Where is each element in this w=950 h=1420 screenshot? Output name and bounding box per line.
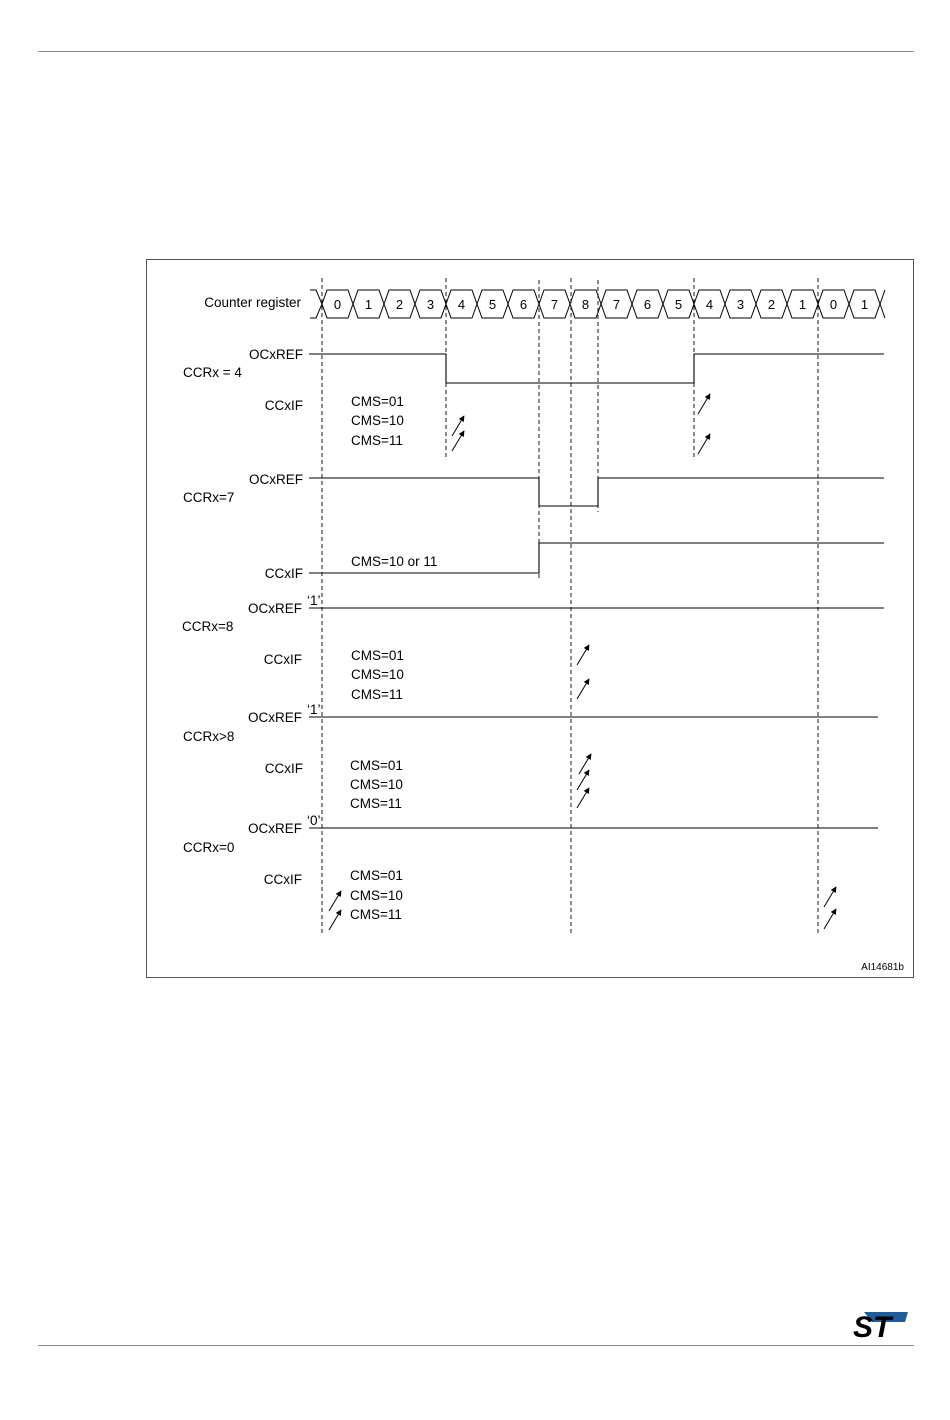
counter-value: 5 bbox=[674, 297, 683, 312]
counter-value: 4 bbox=[705, 297, 714, 312]
interrupt-arrow bbox=[452, 431, 464, 451]
ccxif-label: CCxIF bbox=[263, 872, 302, 887]
interrupt-arrow bbox=[329, 891, 341, 911]
interrupt-arrows bbox=[577, 645, 589, 699]
ocxref-label: OCxREF bbox=[248, 710, 302, 725]
counter-value: 3 bbox=[426, 297, 435, 312]
ccrx-label: CCRx=8 bbox=[182, 619, 234, 634]
interrupt-arrow bbox=[577, 770, 589, 790]
interrupt-arrow bbox=[824, 909, 836, 929]
ccrx-label: CCRx=7 bbox=[183, 490, 235, 505]
ccxif-label: CCxIF bbox=[264, 566, 303, 581]
interrupt-arrow bbox=[698, 394, 710, 414]
interrupt-arrows bbox=[452, 394, 710, 454]
ocxref-label: OCxREF bbox=[249, 472, 303, 487]
interrupt-arrow bbox=[329, 910, 341, 930]
ocxref-label: OCxREF bbox=[248, 821, 302, 836]
counter-value: 0 bbox=[829, 297, 838, 312]
counter-value: 7 bbox=[612, 297, 621, 312]
interrupt-arrow bbox=[579, 754, 591, 774]
ccrx-label: CCRx = 4 bbox=[183, 365, 242, 380]
cms-label: CMS=01 bbox=[350, 868, 403, 883]
figure-frame bbox=[147, 260, 914, 978]
counter-value: 2 bbox=[767, 297, 776, 312]
ccxif-label: CCxIF bbox=[264, 398, 303, 413]
interrupt-arrow bbox=[824, 887, 836, 907]
ocxref-label: OCxREF bbox=[248, 601, 302, 616]
counter-value: 7 bbox=[550, 297, 559, 312]
st-logo-text: ST bbox=[853, 1311, 892, 1344]
counter-value: 1 bbox=[364, 297, 373, 312]
counter-value: 5 bbox=[488, 297, 497, 312]
counter-value: 1 bbox=[860, 297, 869, 312]
counter-value: 6 bbox=[643, 297, 652, 312]
counter-lead-edge bbox=[310, 290, 322, 318]
cms-label: CMS=11 bbox=[350, 796, 402, 811]
ocxref-waveform bbox=[309, 354, 884, 383]
counter-tail-edge bbox=[880, 290, 885, 318]
counter-value: 8 bbox=[581, 297, 590, 312]
cms-label: CMS=10 bbox=[350, 777, 403, 792]
cms-label: CMS=01 bbox=[351, 394, 404, 409]
counter-register-label: Counter register bbox=[204, 295, 301, 310]
level-label: ‘1’ bbox=[307, 702, 321, 717]
counter-value: 1 bbox=[798, 297, 807, 312]
interrupt-arrow bbox=[452, 416, 464, 436]
cms-label: CMS=10 or 11 bbox=[351, 554, 438, 569]
figure-id: AI14681b bbox=[861, 962, 904, 973]
interrupt-arrow bbox=[577, 788, 589, 808]
cms-label: CMS=11 bbox=[351, 433, 403, 448]
cms-label: CMS=11 bbox=[351, 687, 403, 702]
cms-label: CMS=10 bbox=[351, 413, 404, 428]
interrupt-arrow bbox=[698, 434, 710, 454]
counter-row bbox=[310, 290, 885, 318]
cms-label: CMS=10 bbox=[350, 888, 403, 903]
level-label: ‘1’ bbox=[307, 593, 321, 608]
counter-value: 4 bbox=[457, 297, 466, 312]
interrupt-arrow bbox=[577, 645, 589, 665]
footer-rule bbox=[38, 1345, 914, 1346]
dashed-guides bbox=[322, 278, 818, 935]
ccxif-label: CCxIF bbox=[264, 761, 303, 776]
ocxref-label: OCxREF bbox=[249, 347, 303, 362]
cms-label: CMS=01 bbox=[351, 648, 404, 663]
cms-label: CMS=10 bbox=[351, 667, 404, 682]
st-logo bbox=[853, 1311, 908, 1344]
counter-value: 6 bbox=[519, 297, 528, 312]
level-label: ‘0’ bbox=[307, 813, 321, 828]
ccrx-label: CCRx=0 bbox=[183, 840, 235, 855]
interrupt-arrows bbox=[577, 754, 591, 808]
interrupt-arrows bbox=[329, 887, 836, 930]
counter-value: 3 bbox=[736, 297, 745, 312]
counter-value: 0 bbox=[333, 297, 342, 312]
ccxif-label: CCxIF bbox=[263, 652, 302, 667]
cms-label: CMS=11 bbox=[350, 907, 402, 922]
ocxref-waveform bbox=[309, 478, 884, 506]
ccrx-label: CCRx>8 bbox=[183, 729, 235, 744]
interrupt-arrow bbox=[577, 679, 589, 699]
cms-label: CMS=01 bbox=[350, 758, 403, 773]
counter-value: 2 bbox=[395, 297, 404, 312]
